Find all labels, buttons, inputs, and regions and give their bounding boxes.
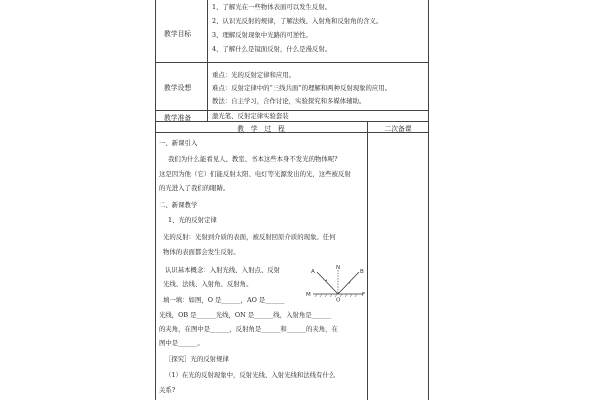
paragraph: 我们为什么能看见人、教室、书本这些本身不发光的物体呢? — [168, 155, 338, 163]
lesson-plan-table — [155, 0, 429, 400]
objective-item: 3、理解反射现象中光路的可逆性。 — [212, 31, 312, 39]
question: 关系? — [159, 386, 176, 394]
paragraph: 认识基本概念：入射光线、入射点、反射 — [165, 266, 281, 274]
paragraph: 这是因为他（它）们能反射太阳、电灯等光源发出的光，这些被反射 — [159, 170, 351, 178]
paragraph: 光线、法线、入射角、反射角。 — [163, 280, 253, 288]
prep-label: 教学准备 — [164, 114, 192, 122]
key-point: 重点：光的反射定律和应用。 — [212, 71, 296, 79]
label-n: N — [336, 265, 341, 271]
section-title: 一、新课引入 — [159, 139, 198, 147]
label-m: M — [306, 292, 311, 298]
label-b: B — [360, 269, 364, 275]
difficulty: 难点：反射定律中的“三线共面”的理解和两种反射现象的应用。 — [212, 84, 392, 92]
notes-column-divider — [367, 121, 368, 400]
fill-in-blank: 的夹角，在图中是______，反射角是______和______的夹角，在 — [159, 325, 338, 333]
table-border-left — [155, 0, 156, 400]
question: （1）在光的反射现象中，反射光线、入射光线和法线有什么 — [165, 371, 336, 379]
objective-item: 2、认识光反射的规律，了解法线、入射角和反射角的含义。 — [212, 17, 383, 25]
objective-item: 1、了解光在一些物体表面可以发生反射。 — [212, 3, 332, 11]
label-o: O — [336, 297, 341, 302]
process-header: 教 学 过 程 — [237, 125, 285, 133]
explore-title: ［探究］光的反射规律 — [165, 355, 229, 363]
label-column-divider — [207, 0, 208, 121]
table-border-right — [428, 0, 429, 400]
fill-in-blank: 图中是______。 — [159, 339, 204, 347]
paragraph: 的光进入了我们的眼睛。 — [159, 184, 230, 192]
incident-ray — [317, 272, 338, 294]
label-a: A — [311, 269, 315, 275]
row-divider-3 — [155, 121, 429, 122]
reflection-diagram — [305, 262, 367, 302]
fill-in-blank: 光线，OB 是______光线，ON 是______线，入射角是______ — [159, 311, 331, 319]
row-divider-1 — [155, 62, 429, 63]
notes-header: 二次备课 — [384, 125, 412, 133]
prep-content: 激光笔、反射定律实验套装 — [212, 112, 289, 120]
reflected-ray — [338, 272, 359, 294]
paragraph: 物体的表面都会发生反射。 — [163, 248, 240, 256]
paragraph: 光的反射：光射到介质的表面，被反射回原介质的现象。任何 — [163, 233, 336, 241]
fill-in-blank: 填一填：如图，O 是______，AO 是______ — [163, 296, 285, 304]
objectives-label: 教学目标 — [164, 30, 192, 38]
teaching-method: 教法：自主学习，合作讨论，实验探究和多媒体辅助。 — [212, 97, 366, 105]
section-title: 二、新课教学 — [159, 201, 198, 209]
subsection-title: 1、光的反射定律 — [168, 216, 217, 224]
objective-item: 4、了解什么是镜面反射，什么是漫反射。 — [212, 45, 332, 53]
design-label: 教学设想 — [164, 84, 192, 92]
row-divider-2 — [155, 110, 429, 111]
label-f: F — [362, 292, 366, 298]
